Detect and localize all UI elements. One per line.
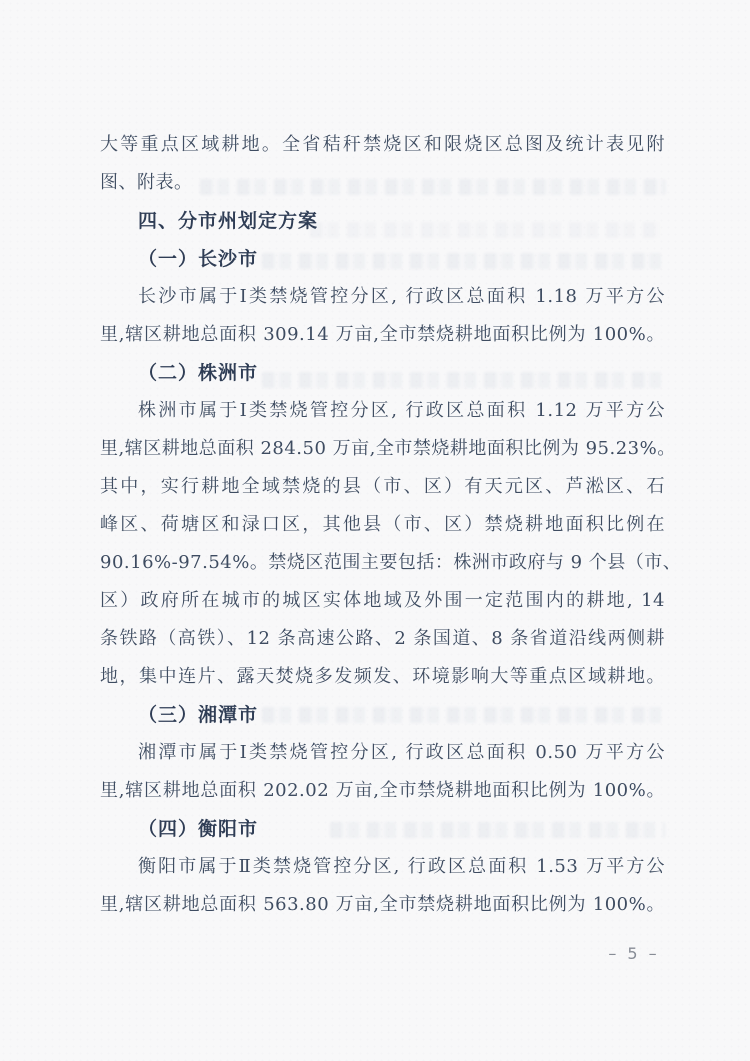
body-line: 大等重点区域耕地。全省秸秆禁烧区和限烧区总图及统计表见附 — [100, 134, 665, 155]
subsection-heading-zhuzhou: （二）株洲市 — [138, 362, 259, 384]
body-line: 衡阳市属于Ⅱ类禁烧管控分区, 行政区总面积 1.53 万平方公 — [138, 856, 665, 877]
body-line: 峰区、荷塘区和渌口区，其他县（市、区）禁烧耕地面积比例在 — [100, 514, 665, 535]
body-line: 里,辖区耕地总面积 284.50 万亩,全市禁烧耕地面积比例为 95.23%。 — [100, 438, 676, 459]
body-line: 条铁路（高铁）、12 条高速公路、2 条国道、8 条省道沿线两侧耕 — [100, 628, 665, 649]
body-line: 图、附表。 — [100, 172, 193, 193]
body-line: 地，集中连片、露天焚烧多发频发、环境影响大等重点区域耕地。 — [100, 666, 665, 687]
section-heading: 四、分市州划定方案 — [138, 210, 319, 232]
page-number: – 5 – — [608, 944, 660, 963]
body-line: 90.16%-97.54%。禁烧区范围主要包括：株洲市政府与 9 个县（市、 — [100, 552, 682, 573]
body-line: 里,辖区耕地总面积 202.02 万亩,全市禁烧耕地面积比例为 100%。 — [100, 780, 665, 801]
body-line: 长沙市属于Ⅰ类禁烧管控分区, 行政区总面积 1.18 万平方公 — [138, 286, 665, 307]
document-body — [100, 126, 682, 924]
body-line: 株洲市属于Ⅰ类禁烧管控分区, 行政区总面积 1.12 万平方公 — [138, 400, 665, 421]
body-line: 区）政府所在城市的城区实体地域及外围一定范围内的耕地, 14 — [100, 590, 665, 611]
body-line: 其中，实行耕地全域禁烧的县（市、区）有天元区、芦淞区、石 — [100, 476, 665, 497]
body-line: 里,辖区耕地总面积 309.14 万亩,全市禁烧耕地面积比例为 100%。 — [100, 324, 665, 345]
body-line: 里,辖区耕地总面积 563.80 万亩,全市禁烧耕地面积比例为 100%。 — [100, 894, 665, 915]
subsection-heading-hengyang: （四）衡阳市 — [138, 818, 259, 840]
subsection-heading-changsha: （一）长沙市 — [138, 248, 259, 270]
body-line: 湘潭市属于Ⅰ类禁烧管控分区, 行政区总面积 0.50 万平方公 — [138, 742, 665, 763]
subsection-heading-xiangtan: （三）湘潭市 — [138, 704, 259, 726]
